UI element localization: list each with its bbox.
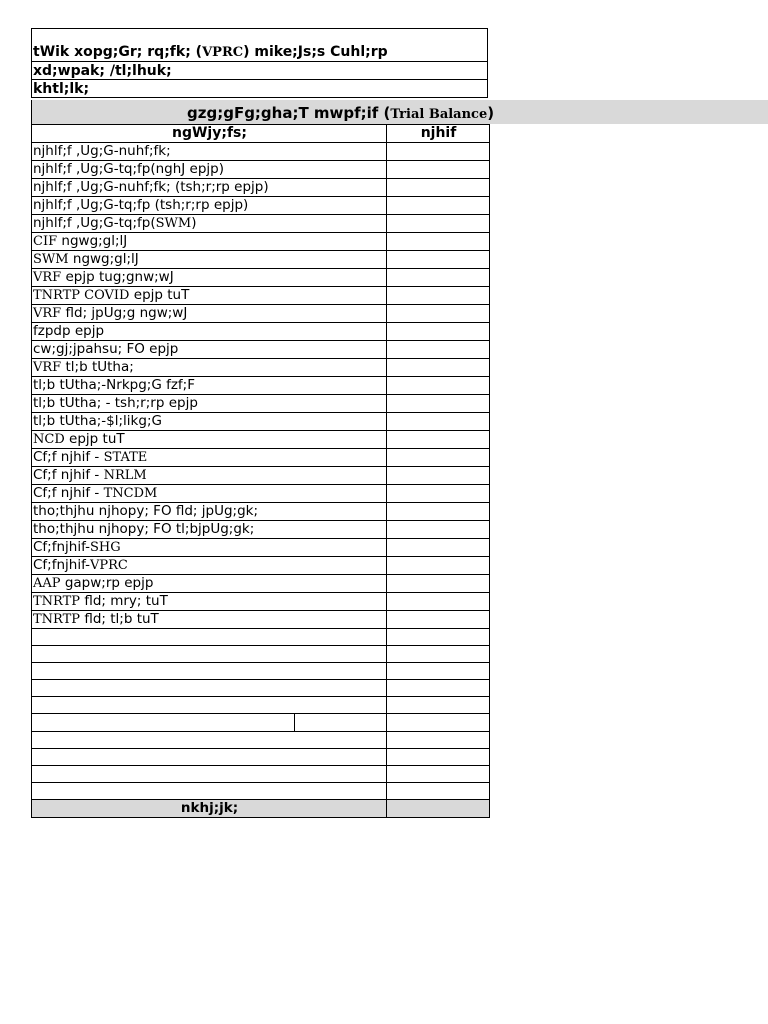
row-particular [32, 575, 387, 593]
table-row [32, 287, 490, 305]
title-main: gzg;gFg;gha;T mwpf;if ( [187, 104, 391, 122]
row-amount [387, 611, 490, 629]
row-particular [32, 431, 387, 449]
blank-row [32, 782, 490, 799]
row-particular [32, 161, 387, 179]
total-amount [387, 799, 490, 817]
row-particular [32, 395, 387, 413]
row-particular-part: CIF [33, 234, 58, 249]
row-particular-part: tho;thjhu njhopy; FO tl;bjpUg;gk; [33, 521, 255, 537]
col-particulars-header: ngWjy;fs; [32, 125, 387, 143]
table-header-row [32, 125, 490, 143]
table-row [32, 449, 490, 467]
header-org-vprc: VPRC [202, 45, 244, 60]
table-row [32, 305, 490, 323]
row-amount [387, 323, 490, 341]
row-particular-part: Cf;f njhif - [33, 467, 104, 483]
table-row [32, 521, 490, 539]
row-particular [32, 323, 387, 341]
total-row [32, 799, 490, 817]
row-particular [32, 539, 387, 557]
row-amount [387, 575, 490, 593]
row-particular-part: fld; mry; tuT [80, 593, 168, 609]
row-amount [387, 467, 490, 485]
blank-row [32, 714, 490, 731]
row-amount [387, 413, 490, 431]
row-amount [387, 521, 490, 539]
row-amount [387, 233, 490, 251]
blank-particular-cell [32, 629, 387, 646]
row-amount [387, 197, 490, 215]
blank-row [32, 697, 490, 714]
row-particular [32, 413, 387, 431]
row-particular [32, 287, 387, 305]
blank-particular-cell [32, 714, 387, 731]
row-particular-part: Cf;f njhif - [33, 449, 104, 465]
table-row [32, 539, 490, 557]
table-row [32, 593, 490, 611]
row-particular-part: TNRTP [33, 594, 81, 609]
table-row [32, 161, 490, 179]
row-particular [32, 359, 387, 377]
row-amount [387, 215, 490, 233]
row-particular-part: epjp tug;gnw;wJ [61, 269, 174, 285]
table-row [32, 197, 490, 215]
row-particular-part: fld; tl;b tuT [80, 611, 159, 627]
row-amount [387, 305, 490, 323]
table-row [32, 467, 490, 485]
row-particular-part: SWM [33, 252, 69, 267]
title-english: Trial Balance [390, 107, 488, 122]
trial-balance-table [31, 124, 490, 818]
blank-amount-cell [387, 714, 490, 731]
blank-amount-cell [387, 731, 490, 748]
row-amount [387, 161, 490, 179]
row-particular [32, 449, 387, 467]
row-particular-part: VPRC [89, 558, 128, 573]
row-particular [32, 269, 387, 287]
row-particular [32, 179, 387, 197]
table-row [32, 431, 490, 449]
table-row [32, 485, 490, 503]
row-particular-part: SWM [155, 216, 192, 231]
blank-row [32, 629, 490, 646]
row-particular-part: Cf;f njhif - [33, 485, 104, 501]
blank-amount-cell [387, 663, 490, 680]
row-particular-part: ngwg;gl;lJ [68, 251, 139, 267]
blank-particular-cell [32, 680, 387, 697]
table-row [32, 377, 490, 395]
table-row [32, 341, 490, 359]
blank-particular-cell [32, 731, 387, 748]
row-particular-part: ) [191, 215, 197, 231]
blank-amount-cell [387, 680, 490, 697]
row-amount [387, 269, 490, 287]
table-row [32, 611, 490, 629]
header-block-line: xd;wpak; /tl;lhuk; [31, 62, 488, 80]
report-title-band [31, 100, 768, 124]
row-particular [32, 485, 387, 503]
row-particular [32, 233, 387, 251]
table-row [32, 359, 490, 377]
row-particular-part: STATE [103, 450, 148, 465]
row-particular [32, 467, 387, 485]
table-row [32, 143, 490, 161]
row-particular [32, 521, 387, 539]
blank-row [32, 748, 490, 765]
blank-amount-cell [387, 782, 490, 799]
table-row [32, 215, 490, 233]
blank-particular-cell [32, 765, 387, 782]
table-row [32, 395, 490, 413]
blank-particular-cell [32, 646, 387, 663]
row-particular [32, 503, 387, 521]
row-particular [32, 341, 387, 359]
row-particular [32, 377, 387, 395]
row-particular-part: tl;b tUtha;-Nrkpg;G fzf;F [33, 377, 195, 393]
table-row [32, 557, 490, 575]
row-amount [387, 179, 490, 197]
row-amount [387, 485, 490, 503]
row-particular [32, 197, 387, 215]
row-particular-part: NRLM [103, 468, 147, 483]
row-particular [32, 611, 387, 629]
header-org-line [31, 28, 488, 62]
table-row [32, 251, 490, 269]
row-particular [32, 557, 387, 575]
table-body [32, 143, 490, 818]
table-row [32, 323, 490, 341]
row-amount [387, 143, 490, 161]
row-particular-part: Cf;fnjhif- [33, 539, 90, 555]
blank-amount-cell [387, 748, 490, 765]
row-amount [387, 341, 490, 359]
row-amount [387, 431, 490, 449]
row-particular-part: NCD [33, 432, 65, 447]
row-particular-part: TNCDM [103, 486, 158, 501]
row-amount [387, 251, 490, 269]
blank-amount-cell [387, 629, 490, 646]
row-particular-part: njhlf;f ,Ug;G-nuhf;fk; (tsh;r;rp epjp) [33, 179, 269, 195]
table-row [32, 233, 490, 251]
blank-row [32, 765, 490, 782]
blank-particular-cell [32, 782, 387, 799]
row-particular-part: njhlf;f ,Ug;G-tq;fp( [33, 215, 156, 231]
blank-particular-cell [32, 697, 387, 714]
row-amount [387, 395, 490, 413]
blank-amount-cell [387, 646, 490, 663]
row-particular-part: TNRTP COVID [33, 288, 130, 303]
table-row [32, 269, 490, 287]
row-particular-part: ngwg;gl;lJ [57, 233, 128, 249]
row-particular [32, 215, 387, 233]
row-amount [387, 557, 490, 575]
blank-row [32, 680, 490, 697]
blank-particular-cell [32, 663, 387, 680]
row-particular-part: tl;b tUtha; [61, 359, 134, 375]
row-particular-part: tho;thjhu njhopy; FO fld; jpUg;gk; [33, 503, 259, 519]
total-label: nkhj;jk; [32, 799, 387, 817]
row-particular-part: AAP [33, 576, 61, 591]
row-particular-part: Cf;fnjhif- [33, 557, 90, 573]
blank-amount-cell [387, 765, 490, 782]
row-amount [387, 377, 490, 395]
row-amount [387, 539, 490, 557]
blank-particular-cell [32, 748, 387, 765]
row-particular-part: VRF [33, 360, 62, 375]
row-particular-part: njhlf;f ,Ug;G-nuhf;fk; [33, 143, 171, 159]
row-particular-part: VRF [33, 270, 62, 285]
row-amount [387, 449, 490, 467]
row-particular-part: fld; jpUg;g ngw;wJ [61, 305, 188, 321]
row-particular [32, 305, 387, 323]
row-particular [32, 143, 387, 161]
table-row [32, 413, 490, 431]
header-district-line: khtl;lk; [31, 80, 488, 98]
row-particular-part: fzpdp epjp [33, 323, 105, 339]
row-particular-part: epjp tuT [64, 431, 125, 447]
blank-row [32, 663, 490, 680]
row-particular [32, 251, 387, 269]
row-particular-part: tl;b tUtha; - tsh;r;rp epjp [33, 395, 198, 411]
table-row [32, 503, 490, 521]
row-particular-part: epjp tuT [129, 287, 190, 303]
blank-row [32, 731, 490, 748]
row-particular-part: cw;gj;jpahsu; FO epjp [33, 341, 179, 357]
row-amount [387, 503, 490, 521]
report-header [31, 28, 488, 98]
header-org-suffix: ) mike;Js;s Cuhl;rp [243, 44, 388, 60]
header-org-prefix: tWik xopg;Gr; rq;fk; ( [33, 44, 203, 60]
title-close: ) [487, 104, 495, 122]
cell-divider [294, 714, 295, 730]
row-particular-part: gapw;rp epjp [60, 575, 154, 591]
row-particular-part: njhlf;f ,Ug;G-tq;fp(nghJ epjp) [33, 161, 224, 177]
row-amount [387, 593, 490, 611]
row-particular-part: VRF [33, 306, 62, 321]
row-amount [387, 359, 490, 377]
row-amount [387, 287, 490, 305]
table-row [32, 575, 490, 593]
row-particular-part: TNRTP [33, 612, 81, 627]
blank-amount-cell [387, 697, 490, 714]
col-amount-header: njhif [387, 125, 490, 143]
row-particular-part: njhlf;f ,Ug;G-tq;fp (tsh;r;rp epjp) [33, 197, 249, 213]
row-particular-part: tl;b tUtha;-$l;likg;G [33, 413, 162, 429]
blank-row [32, 646, 490, 663]
row-particular-part: SHG [89, 540, 121, 555]
row-particular [32, 593, 387, 611]
table-row [32, 179, 490, 197]
